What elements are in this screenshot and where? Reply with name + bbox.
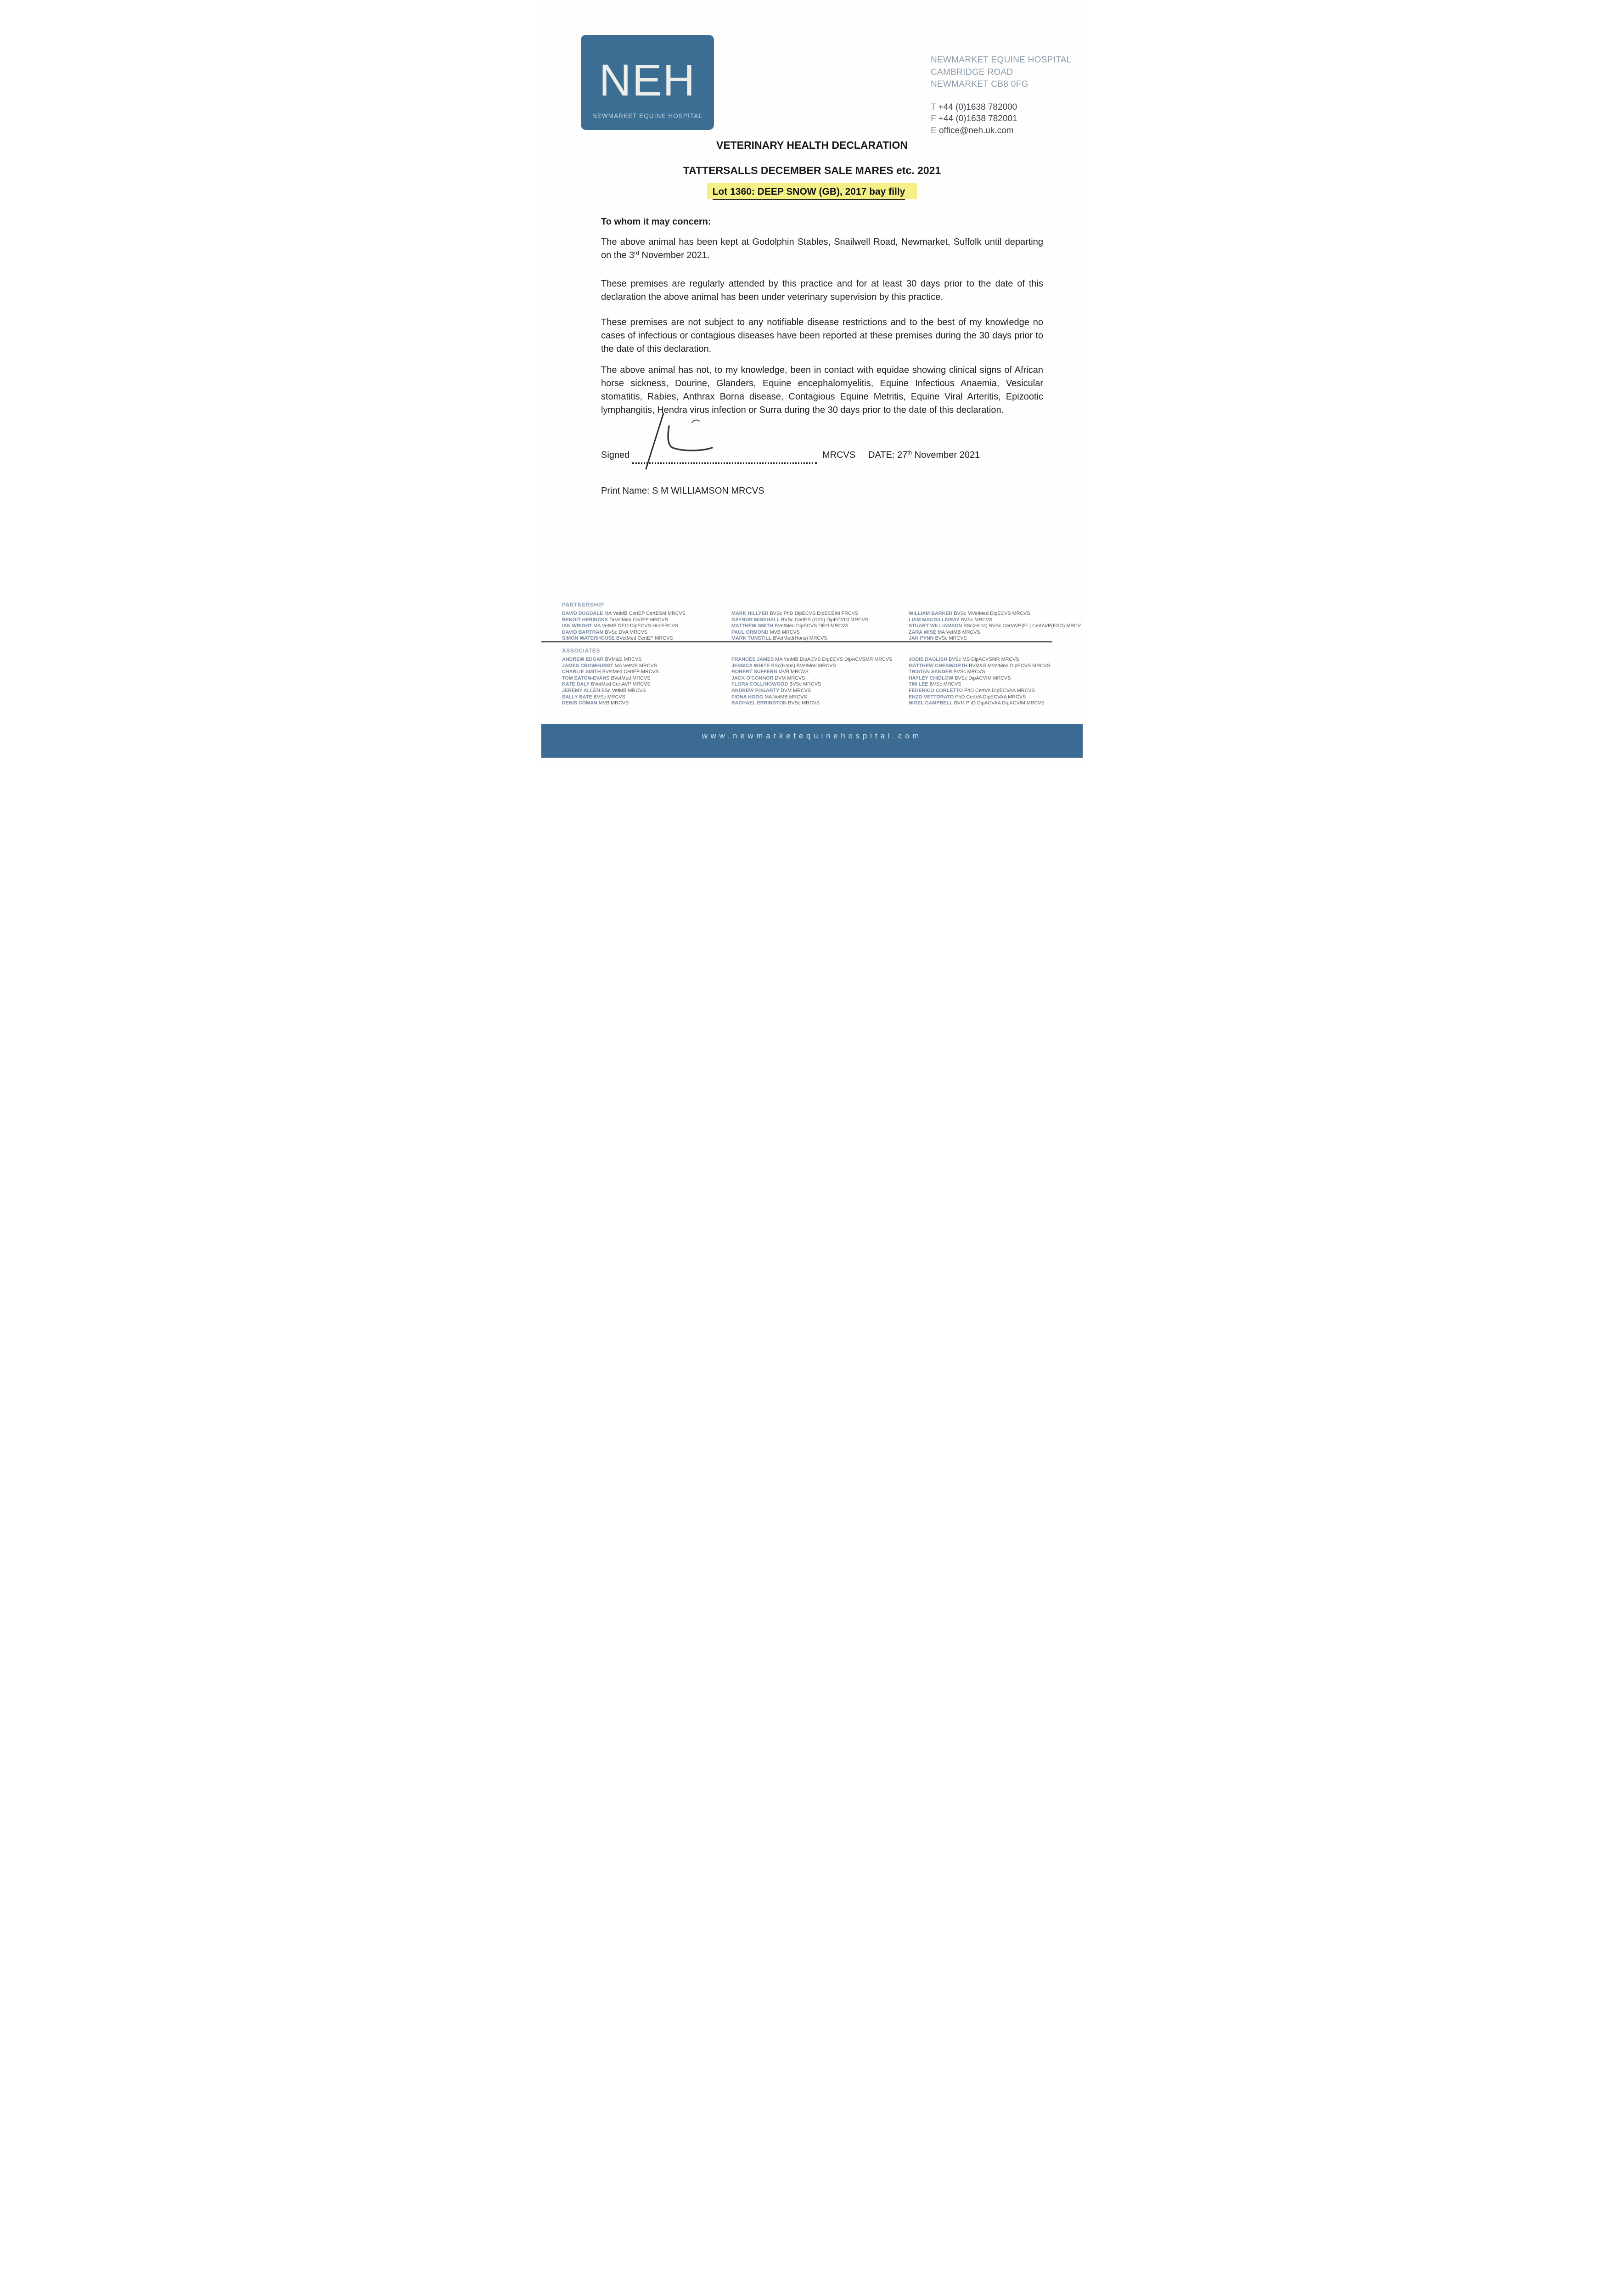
staff-qualifications: MA VetMB DEO DipECVS HonFRCVS: [593, 623, 679, 629]
staff-name: HAYLEY CHIDLOW: [909, 675, 955, 681]
document-page: [541, 0, 1083, 765]
staff-row: [909, 630, 1083, 636]
staff-row: [731, 617, 868, 624]
staff-name: TIM LEE: [909, 681, 930, 687]
paragraph-premises-kept: [601, 236, 1043, 262]
staff-row: [562, 617, 686, 624]
staff-name: ANDREW EDGAR: [562, 657, 605, 662]
logo-acronym: NEH: [599, 55, 696, 105]
lot-row: [541, 183, 1083, 199]
partnership-column-1: [562, 611, 686, 642]
staff-name: JEREMY ALLEN: [562, 687, 601, 693]
staff-qualifications: MA VetMB CertEP CertESM MRCVS: [604, 611, 686, 616]
staff-qualifications: BVM&S MRCVS: [605, 657, 642, 662]
staff-qualifications: BVSc MRCVS: [929, 681, 961, 687]
staff-name: IAN WRIGHT: [562, 623, 594, 629]
website-url: www.newmarketequinehospital.com: [702, 732, 922, 740]
staff-name: FIONA HOGG: [731, 694, 765, 700]
staff-qualifications: BVSc DipACVIM MRCVS: [955, 675, 1011, 681]
staff-row: [562, 688, 659, 694]
ordinal-superscript: th: [907, 449, 912, 456]
address-line: NEWMARKET EQUINE HOSPITAL: [931, 55, 1072, 65]
staff-qualifications: BSc(Hons) BVSc CertAVP(EL) CertAVP(ESO) MRCV: [963, 623, 1081, 629]
staff-row: [909, 700, 1083, 707]
ordinal-superscript: rd: [634, 249, 639, 256]
staff-name: FRANCES JAMES: [731, 657, 775, 662]
mrcvs-label: MRCVS: [822, 450, 856, 460]
staff-name: TOM EATON-EVANS: [562, 675, 611, 681]
staff-name: JAMES CROWHURST: [562, 663, 615, 669]
staff-name: CHARLIE SMITH: [562, 669, 602, 675]
lot-highlight: [707, 183, 917, 199]
staff-row: [562, 611, 686, 617]
staff-row: [562, 630, 686, 636]
staff-row: [909, 669, 1083, 675]
staff-name: LIAM MACGILLIVRAY: [909, 617, 961, 623]
staff-row: [731, 700, 892, 707]
staff-qualifications: BVSc MVetMed DipECVS MRCVS: [954, 611, 1030, 616]
staff-qualifications: MVB MRCVS: [770, 629, 800, 635]
staff-row: [731, 681, 892, 688]
staff-qualifications: BVetMed CertEP MRCVS: [602, 669, 659, 675]
contact-value: +44 (0)1638 782000: [938, 102, 1017, 112]
staff-qualifications: MA VetMB MRCVS: [764, 694, 807, 700]
fax-line: [931, 113, 1072, 125]
contact-value: office@neh.uk.com: [938, 125, 1014, 135]
associates-column-2: [731, 657, 892, 707]
partnership-column-3: [909, 611, 1083, 642]
handwritten-signature: [633, 412, 730, 470]
staff-name: FEDERICO CORLETTO: [909, 687, 964, 693]
partnership-heading: PARTNERSHIP: [562, 602, 604, 608]
staff-row: [909, 694, 1083, 701]
staff-qualifications: BVetMed CertAVP MRCVS: [590, 681, 651, 687]
staff-qualifications: BVM&S MVetMed DipECVS MRCVS: [969, 663, 1051, 669]
paragraph-supervision: These premises are regularly attended by this practice and for at least 30 days prior to the date of this declaration the above animal has been under veterinary supervision by this practice.: [601, 279, 1043, 302]
staff-name: ROBERT SUFFERN: [731, 669, 779, 675]
staff-qualifications: MVB MRCVS: [778, 669, 809, 675]
sale-title: TATTERSALLS DECEMBER SALE MARES etc. 2021: [683, 164, 941, 176]
paragraph-text: November 2021.: [639, 250, 710, 260]
staff-qualifications: BSc(Hons) BVetMed MRCVS: [771, 663, 836, 669]
contact-value: +44 (0)1638 782001: [938, 114, 1017, 124]
staff-row: [562, 663, 659, 670]
staff-qualifications: DVM MRCVS: [781, 687, 811, 693]
staff-qualifications: BVM PhD DipACVAA DipACVIM MRCVS: [954, 700, 1045, 706]
staff-qualifications: BVSc MRCVS: [593, 694, 625, 700]
staff-qualifications: BVSc CertES (Orth) DipECVDI MRCVS: [781, 617, 869, 623]
staff-name: MATTHEW SMITH: [731, 623, 775, 629]
staff-row: [909, 681, 1083, 688]
staff-row: [731, 657, 892, 663]
salutation: To whom it may concern:: [601, 217, 711, 227]
staff-name: SIMON WATERHOUSE: [562, 636, 616, 642]
staff-qualifications: BVSc MRCVS: [788, 700, 820, 706]
section-divider: [541, 641, 1052, 642]
staff-qualifications: BVetMed(Hons) MRCVS: [773, 636, 827, 642]
staff-row: [909, 688, 1083, 694]
associates-heading: ASSOCIATES: [562, 647, 601, 654]
staff-qualifications: BVSc MRCVS: [961, 617, 993, 623]
staff-row: [909, 675, 1083, 682]
staff-row: [909, 617, 1083, 624]
staff-row: [909, 657, 1083, 663]
staff-qualifications: BVSc DVA MRCVS: [605, 629, 648, 635]
staff-qualifications: BVSc MS DipACVSMR MRCVS: [949, 657, 1019, 662]
staff-qualifications: BVSc MRCVS: [953, 669, 985, 675]
staff-qualifications: MA VetMB DipACVS DipECVS DipACVSMR MRCVS: [775, 657, 893, 662]
neh-logo: [581, 35, 714, 130]
staff-name: MATTHEW CHESWORTH: [909, 663, 969, 669]
date-text: DATE: 27: [868, 450, 908, 460]
staff-row: [909, 611, 1083, 617]
staff-qualifications: BVetMed DipECVS DEO MRCVS: [774, 623, 849, 629]
staff-row: [909, 663, 1083, 670]
staff-name: DAVID BARTRAM: [562, 629, 605, 635]
staff-qualifications: DVM MRCVS: [775, 675, 805, 681]
staff-qualifications: MVB MRCVS: [598, 700, 629, 706]
staff-row: [562, 681, 659, 688]
staff-name: WILLIAM BARKER: [909, 611, 954, 616]
footer-bar: [541, 724, 1083, 758]
staff-qualifications: PhD CertVA DipECVAA MRCVS: [955, 694, 1026, 700]
lot-line: Lot 1360: DEEP SNOW (GB), 2017 bay filly: [713, 186, 905, 200]
staff-name: GAYNOR MINSHALL: [731, 617, 781, 623]
staff-row: [731, 688, 892, 694]
staff-name: FLORA COLLINGWOOD: [731, 681, 790, 687]
staff-qualifications: MA VetMB MRCVS: [614, 663, 657, 669]
staff-name: JODIE DAGLISH: [909, 657, 949, 662]
staff-name: JESSICA WHITE: [731, 663, 771, 669]
staff-row: [562, 700, 659, 707]
date-text: November 2021: [912, 450, 980, 460]
staff-row: [731, 611, 868, 617]
staff-name: MARK HILLYER: [731, 611, 770, 616]
staff-name: STUART WILLIAMSON: [909, 623, 964, 629]
address-line: CAMBRIDGE ROAD: [931, 67, 1013, 77]
staff-qualifications: DrVetMed CertEP MRCVS: [609, 617, 668, 623]
staff-row: [731, 675, 892, 682]
paragraph-no-contact-diseases: The above animal has not, to my knowledge, been in contact with equidae showing clinical signs of African horse sickness, Dourine, Glanders, Equine encephalomyelitis, Equine Infectious Anaemia, Vesicular stomatitis, Rabies, Anthrax Borna disease, Contagious Equine Metritis, Equine Viral Arteritis, Epizootic lymphangitis, Hendra virus infection or Surra during the 30 days prior to the date of this declaration.: [601, 365, 1043, 415]
document-title: VETERINARY HEALTH DECLARATION: [716, 139, 908, 151]
staff-name: RACHAEL ERRINGTON: [731, 700, 788, 706]
email-line: [931, 125, 1072, 137]
staff-name: KATE DALY: [562, 681, 591, 687]
associates-column-3: [909, 657, 1083, 707]
print-name-line: Print Name: S M WILLIAMSON MRCVS: [601, 486, 764, 496]
staff-qualifications: MA VetMB MRCVS: [938, 629, 980, 635]
staff-row: [562, 694, 659, 701]
staff-name: JAN PYNN: [909, 636, 935, 642]
staff-name: DENIS COMAN: [562, 700, 599, 706]
contact-label: T: [931, 102, 936, 112]
staff-name: PAUL ORMOND: [731, 629, 770, 635]
staff-row: [731, 630, 868, 636]
phone-line: [931, 101, 1072, 113]
staff-qualifications: BSc VetMB MRCVS: [601, 687, 646, 693]
paragraph-no-restrictions: These premises are not subject to any notifiable disease restrictions and to the best of my knowledge no cases of infectious or contagious diseases have been reported at these premises during the 30 days prior to the date of this declaration.: [601, 317, 1043, 354]
staff-name: BENOIT HERINCKX: [562, 617, 610, 623]
staff-name: ANDREW FOGARTY: [731, 687, 781, 693]
associates-column-1: [562, 657, 659, 707]
partnership-column-2: [731, 611, 868, 642]
letterhead-address-block: [931, 54, 1072, 136]
contact-lines: [931, 101, 1072, 137]
staff-name: ZARA WISE: [909, 629, 938, 635]
contact-label: E: [931, 125, 937, 135]
staff-name: JACK O'CONNOR: [731, 675, 775, 681]
staff-qualifications: PhD CertVA DipECVAA MRCVS: [964, 687, 1035, 693]
staff-qualifications: BVSc MRCVS: [935, 636, 967, 642]
staff-name: TRISTAN SANDER: [909, 669, 954, 675]
staff-name: SALLY BATE: [562, 694, 594, 700]
staff-name: DAVID DUGDALE: [562, 611, 605, 616]
staff-row: [731, 623, 868, 630]
contact-label: F: [931, 114, 936, 124]
date-line: [868, 450, 980, 461]
staff-qualifications: BVSc PhD DipECVS DipECEIM FRCVS: [770, 611, 859, 616]
staff-name: NIGEL CAMPBELL: [909, 700, 954, 706]
staff-row: [731, 663, 892, 670]
staff-qualifications: BVetMed CertEP MRCVS: [616, 636, 673, 642]
staff-row: [562, 657, 659, 663]
staff-qualifications: BVSc MRCVS: [789, 681, 821, 687]
logo-hospital-name: NEWMARKET EQUINE HOSPITAL: [592, 113, 703, 119]
staff-row: [562, 675, 659, 682]
staff-row: [562, 669, 659, 675]
staff-row: [731, 694, 892, 701]
staff-row: [562, 623, 686, 630]
staff-qualifications: BVetMed MRCVS: [611, 675, 651, 681]
staff-row: [909, 623, 1083, 630]
staff-row: [731, 669, 892, 675]
staff-name: ENZO VETTORATO: [909, 694, 955, 700]
address-line: NEWMARKET CB8 0FG: [931, 79, 1028, 89]
staff-name: MARK TUNSTILL: [731, 636, 773, 642]
paragraph-text: The above animal has been kept at Godolphin Stables, Snailwell Road, Newmarket, Suffolk until departing on the 3: [601, 237, 1043, 260]
signed-label: Signed: [601, 450, 630, 460]
